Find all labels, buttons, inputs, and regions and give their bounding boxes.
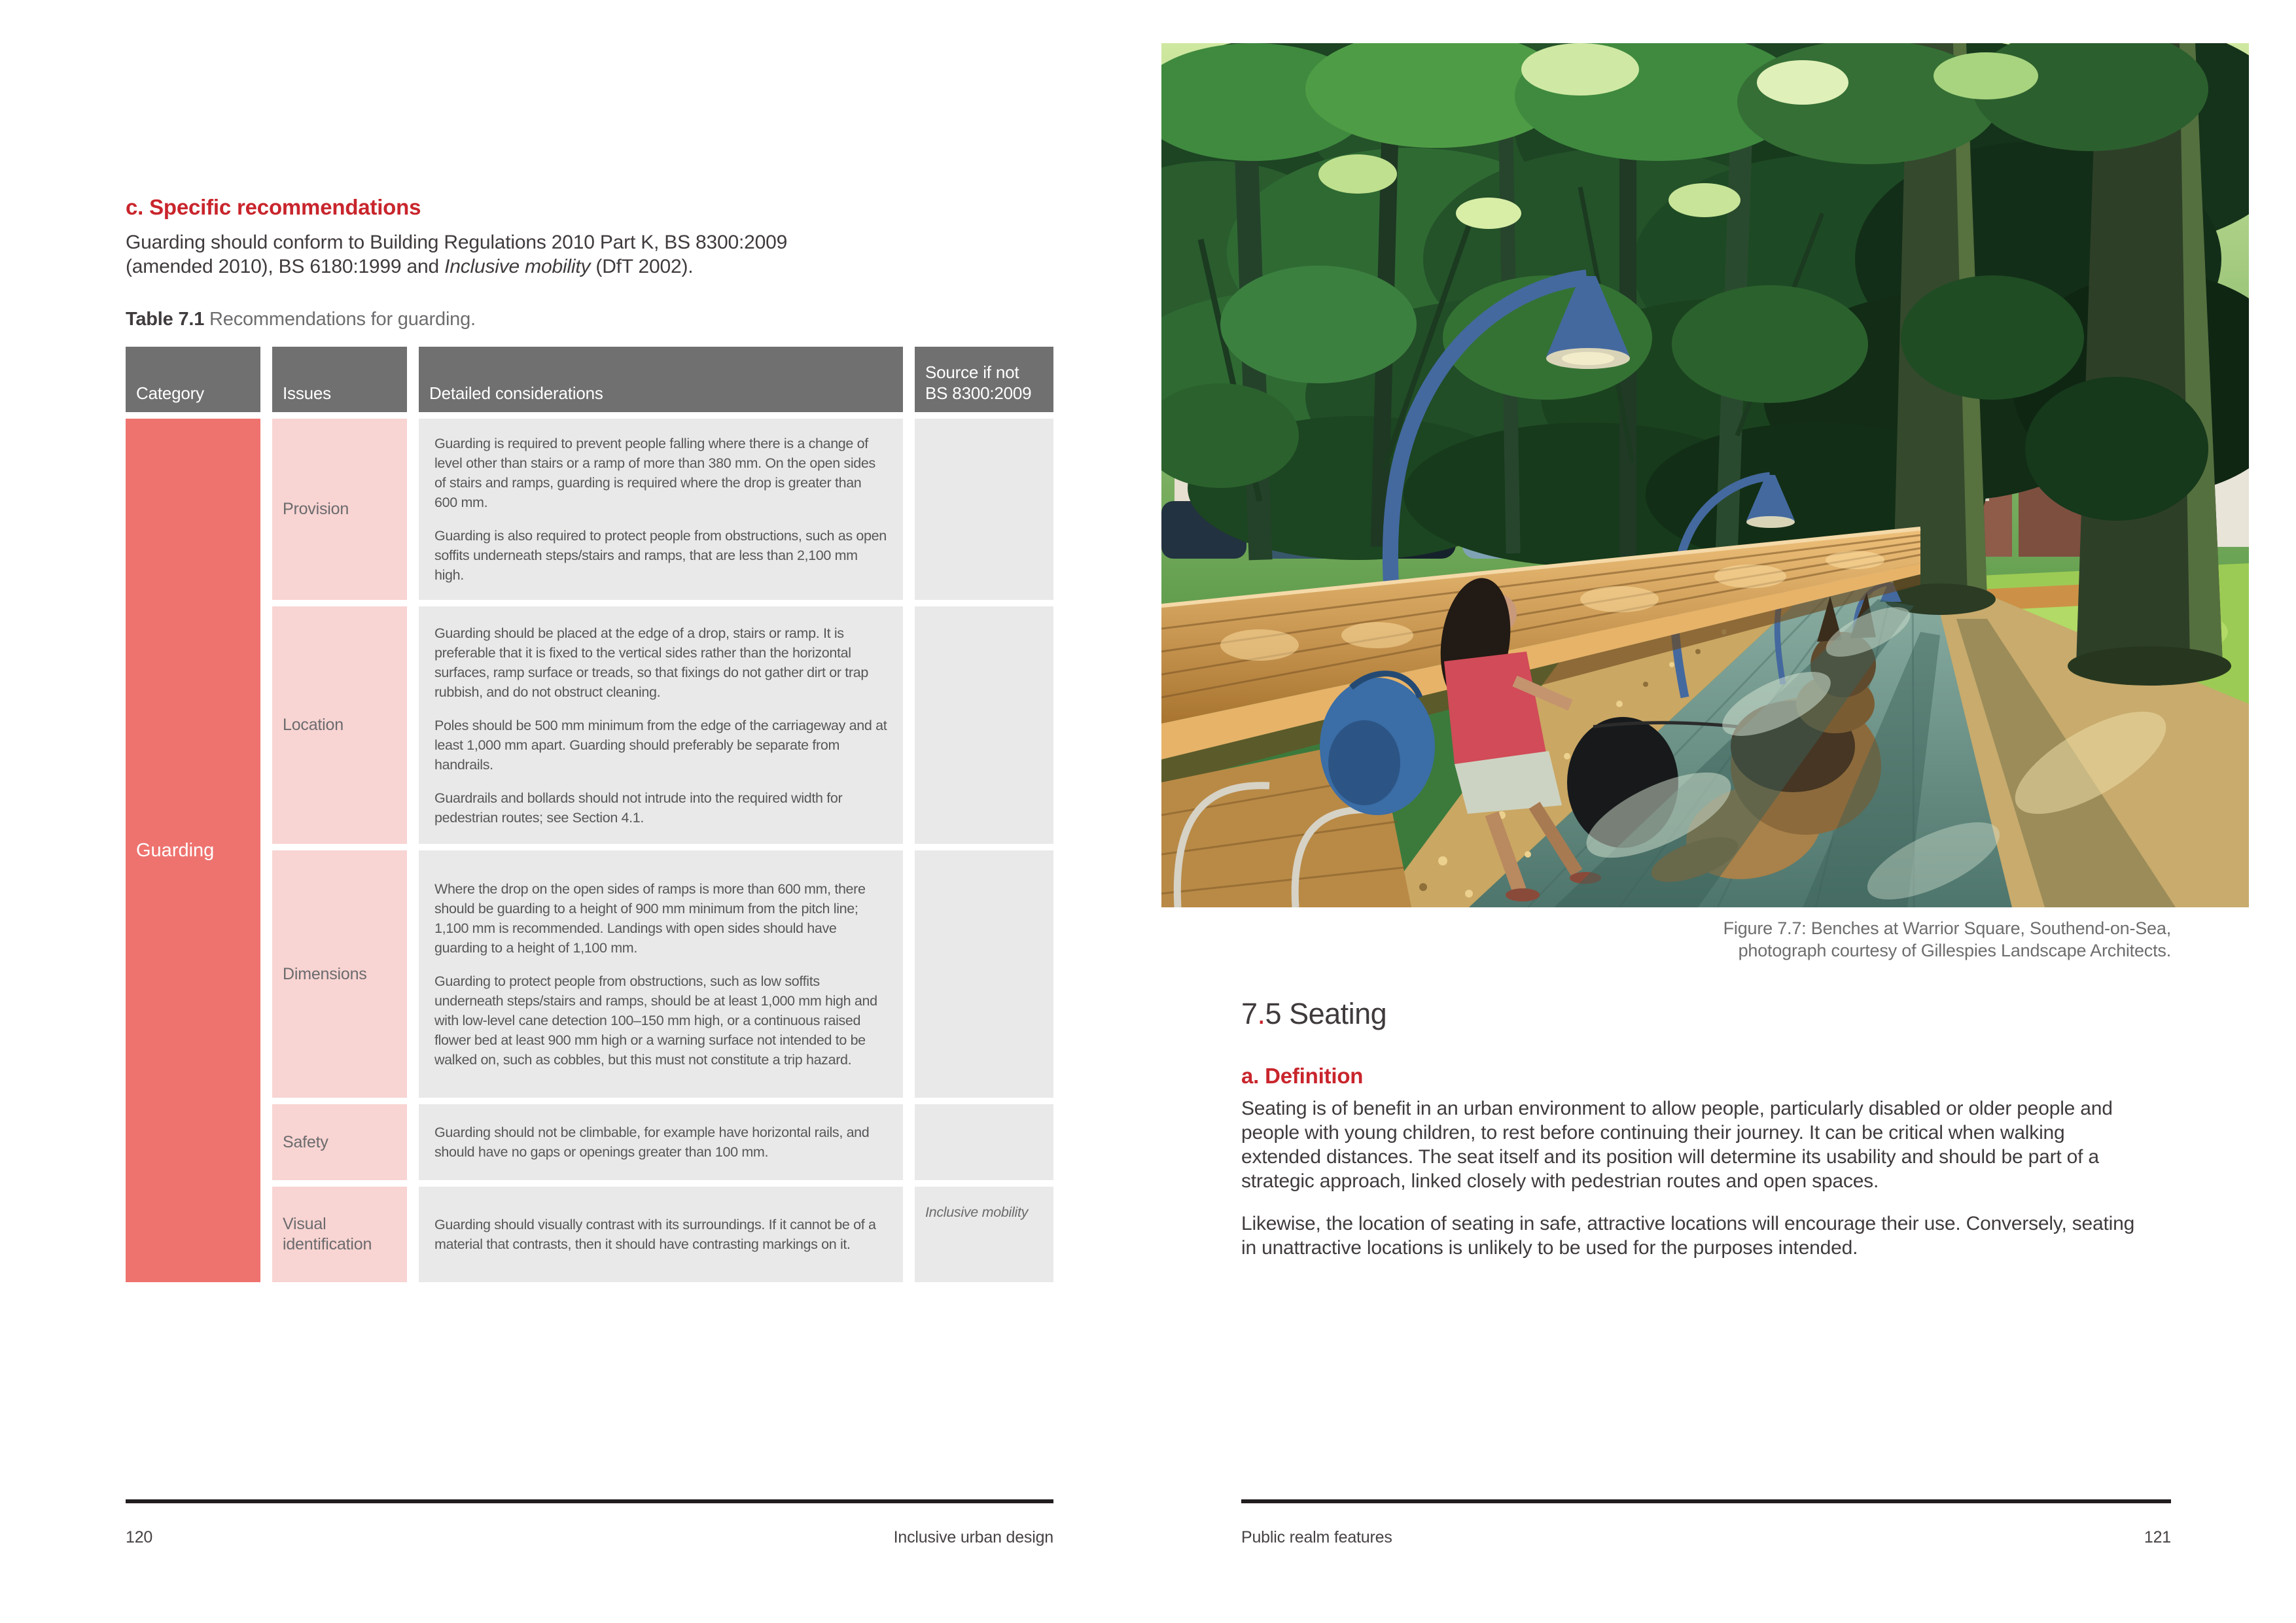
intro-line-2: (amended 2010), BS 6180:1999 and Inclusive mobility (DfT 2002). bbox=[126, 256, 694, 277]
intro-line-1: Guarding should conform to Building Regulations 2010 Part K, BS 8300:2009 bbox=[126, 232, 788, 253]
figure-caption-line-2: photograph courtesy of Gillespies Landscape Architects. bbox=[1738, 941, 2171, 960]
source-cell bbox=[915, 850, 1053, 1098]
category-cell-guarding: Guarding bbox=[126, 419, 260, 1282]
right-footer-rule bbox=[1241, 1499, 2171, 1503]
issue-cell: Safety bbox=[272, 1104, 407, 1180]
red-decimal-point: . bbox=[1257, 997, 1265, 1030]
table-header-considerations: Detailed considerations bbox=[419, 347, 903, 412]
issue-cell: Visual identification bbox=[272, 1187, 407, 1282]
section-title-seating: 7.5 Seating bbox=[1241, 997, 1387, 1030]
issue-cell: Location bbox=[272, 606, 407, 844]
figure-caption bbox=[1241, 917, 2171, 962]
left-footer bbox=[126, 1528, 1053, 1547]
figure-caption-line-1: Figure 7.7: Benches at Warrior Square, Southend-on-Sea, bbox=[1723, 918, 2171, 938]
table-caption-label: Table 7.1 bbox=[126, 309, 205, 330]
definition-body bbox=[1241, 1096, 2143, 1278]
intro-paragraph bbox=[126, 230, 989, 279]
right-footer bbox=[1241, 1528, 2171, 1547]
source-cell bbox=[915, 1104, 1053, 1180]
definition-paragraph-2: Likewise, the location of seating in safe, attractive locations will encourage their use. Conversely, seating in unattractive locations is unlikely to be used for the purposes intended. bbox=[1241, 1213, 2135, 1259]
considerations-cell: Guarding is required to prevent people falling where there is a change of level other than stairs or a ramp of more than 380 mm. On the open sides of stairs and ramps, guarding is required where the drop is greater than 600 mm. Guarding is also required to protect people from obstructions, such as open soffits underneath steps/stairs and ramps, that are less than 2,100 mm high. bbox=[419, 419, 903, 600]
definition-paragraph-1: Seating is of benefit in an urban environment to allow people, particularly disabled or older people and people with young children, to rest before continuing their journey. It can be critical when walking extended distances. The seat itself and its position will determine its usability and should be part of a strategic approach, linked closely with pedestrian routes and open spaces. bbox=[1241, 1098, 2113, 1192]
intro-italic-title: Inclusive mobility bbox=[444, 256, 591, 277]
table-caption: Table 7.1 Recommendations for guarding. bbox=[126, 309, 476, 330]
left-footer-rule bbox=[126, 1499, 1053, 1503]
sub-heading-definition: a. Definition bbox=[1241, 1064, 1364, 1088]
table-header-category: Category bbox=[126, 347, 260, 412]
table-header-issues: Issues bbox=[272, 347, 407, 412]
considerations-cell: Guarding should be placed at the edge of a drop, stairs or ramp. It is preferable that it is fixed to the vertical sides rather than the horizontal surfaces, ramp surface or treads, so that fixings do not gather dirt or trap rubbish, and do not obstruct cleaning. Poles should be 500 mm minimum from the edge of the carriageway and at least 1,000 mm apart. Guarding should preferably be separate from handrails. Guardrails and bollards should not intrude into the required width for pedestrian routes; see Section 4.1. bbox=[419, 606, 903, 844]
considerations-cell: Guarding should visually contrast with its surroundings. If it cannot be of a material that contrasts, then it should have contrasting markings on it. bbox=[419, 1187, 903, 1282]
issue-cell: Dimensions bbox=[272, 850, 407, 1098]
source-cell bbox=[915, 606, 1053, 844]
considerations-cell: Where the drop on the open sides of ramps is more than 600 mm, there should be guarding to a height of 900 mm minimum from the pitch line; 1,100 mm is recommended. Landings with open sides should have guarding to a height of 1,100 mm. Guarding to protect people from obstructions, such as low soffits underneath steps/stairs and ramps, should be at least 1,000 mm high and with low-level cane detection 100–150 mm high, or a continuous raised flower bed at least 900 mm high or a warning surface not intended to be walked on, such as cobbles, but this must not constitute a trip hazard. bbox=[419, 850, 903, 1098]
source-cell-inclusive-mobility: Inclusive mobility bbox=[915, 1187, 1053, 1282]
left-page-number: 120 bbox=[126, 1528, 153, 1546]
guarding-recommendations-table bbox=[126, 347, 1053, 1282]
right-running-title: Public realm features bbox=[1241, 1528, 1392, 1546]
left-running-title: Inclusive urban design bbox=[893, 1528, 1053, 1546]
issue-cell: Provision bbox=[272, 419, 407, 600]
figure-photo-benches-warrior-square bbox=[1161, 43, 2249, 907]
section-heading-specific-recommendations: c. Specific recommendations bbox=[126, 195, 421, 219]
considerations-cell: Guarding should not be climbable, for example have horizontal rails, and should have no gaps or openings greater than 100 mm. bbox=[419, 1104, 903, 1180]
source-cell bbox=[915, 419, 1053, 600]
table-header-source: Source if not BS 8300:2009 bbox=[915, 347, 1053, 412]
right-page-number: 121 bbox=[2144, 1528, 2171, 1546]
